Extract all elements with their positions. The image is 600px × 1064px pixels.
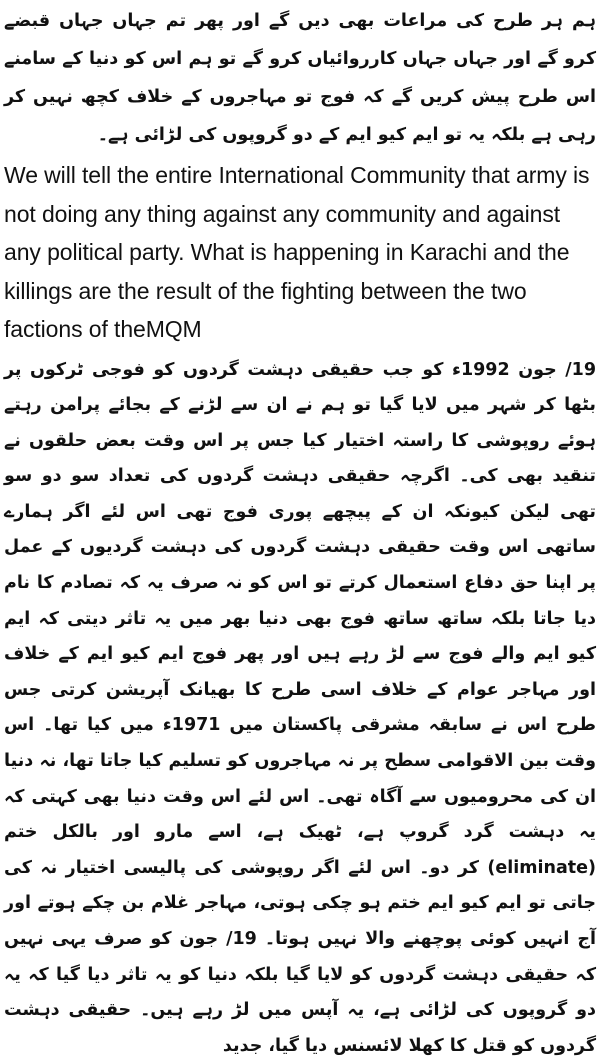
urdu-paragraph-top: ہم ہر طرح کی مراعات بھی دیں گے اور پھر تم جہاں جہاں قبضے کرو گے اور جہاں جہاں کارروائیاں کرو گے تو ہم اس کو دنیا کے سامنے اس طرح پیش کریں گے کہ فوج تو مہاجروں کے خلاف کچھ نہیں کر رہی ہے بلکہ یہ تو ایم کیو ایم کے دو گروپوں کی لڑائی ہے۔ [4, 2, 596, 154]
english-quote: We will tell the entire International Community that army is not doing any thing against any community and against any political party. What is happening in Karachi and the killings are the result of the fighting between the two factions of theMQM [4, 156, 596, 349]
urdu-paragraph-bottom: 19/ جون 1992ء کو جب حقیقی دہشت گردوں کو فوجی ٹرکوں پر بٹھا کر شہر میں لایا گیا تو ہم نے ان سے لڑنے کے بجائے پرامن رہتے ہوئے روپوشی کا راستہ اختیار کیا جس پر اس وقت بعض حلقوں نے تنقید بھی کی۔ اگرچہ حقیقی دہشت گردوں کی تعداد سو دو سو تھی لیکن کیونکہ ان کے پیچھے پوری فوج تھی اس لئے اگر ہمارے ساتھی اس وقت حقیقی دہشت گردوں کی دہشت گردیوں کے عمل پر اپنا حق دفاع استعمال کرتے تو اس کو نہ صرف یہ کہ تصادم کا نام دیا جاتا بلکہ ساتھ ساتھ فوج بھی دنیا بھر میں یہ تاثر دیتی کہ ایم کیو ایم والے فوج سے لڑ رہے ہیں اور پھر فوج ایم کیو ایم کے خلاف اور مہاجر عوام کے خلاف اسی طرح کا بھیانک آپریشن کرتی جس طرح اس نے سابقہ مشرقی پاکستان میں 1971ء میں کیا تھا۔ اس وقت بین الاقوامی سطح پر نہ مہاجروں کو تسلیم کیا جاتا تھا، نہ دنیا ان کی محرومیوں سے آگاہ تھی۔ اس لئے اس وقت دنیا بھی کہتی کہ یہ دہشت گرد گروپ ہے، ٹھیک ہے، اسے مارو اور بالکل ختم (eliminate) کر دو۔ اس لئے اگر روپوشی کی پالیسی اختیار نہ کی جاتی تو ایم کیو ایم ختم ہو چکی ہوتی، مہاجر غلام بن چکے ہوتے اور آج انہیں کوئی پوچھنے والا نہیں ہوتا۔ 19/ جون کو صرف یہی نہیں کہ حقیقی دہشت گردوں کو لایا گیا بلکہ دنیا کو یہ تاثر دیا گیا کہ یہ دو گروپوں کی لڑائی ہے، یہ آپس میں لڑ رہے ہیں۔ حقیقی دہشت گردوں کو قتل کا کھلا لائسنس دیا گیا، جدید [4, 353, 596, 1064]
